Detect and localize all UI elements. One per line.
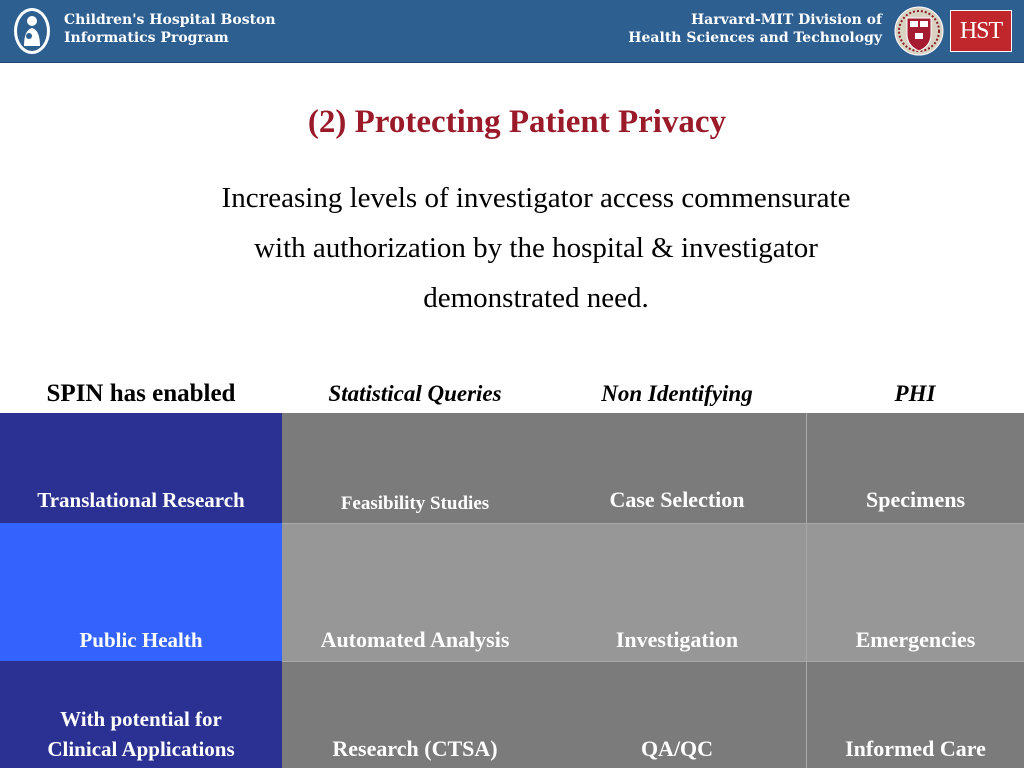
header-phi: PHI [894, 381, 936, 406]
subtitle-line1: Increasing levels of investigator access commensurate [221, 182, 851, 214]
slide-title: (2) Protecting Patient Privacy [307, 104, 727, 140]
cell-text: QA/QC [640, 736, 714, 761]
hst-logo-text: HST [959, 18, 1003, 44]
right-org-line1: Harvard-MIT Division of [690, 12, 882, 28]
right-org-line2: Health Sciences and Technology [628, 30, 882, 46]
harvard-shield-icon [893, 6, 945, 56]
cell-automated-analysis [282, 523, 548, 661]
cell-investigation [548, 523, 806, 661]
cell-text: Feasibility Studies [340, 493, 490, 514]
header-banner [0, 0, 1024, 63]
harvard-mit-org-name [628, 11, 882, 47]
cell-qa-qc [548, 661, 806, 768]
slide-subtitle [110, 173, 962, 323]
row-label-line1: With potential for [60, 707, 222, 731]
cell-text: Case Selection [609, 487, 745, 512]
header-non-identifying: Non Identifying [601, 381, 753, 406]
cell-emergencies [806, 523, 1024, 661]
cell-text: Automated Analysis [320, 627, 510, 652]
header-statistical-queries: Statistical Queries [328, 381, 502, 406]
header-spin-enabled: SPIN has enabled [46, 380, 236, 407]
access-matrix [0, 413, 1024, 768]
row-label-text: Translational Research [37, 488, 245, 512]
subtitle-line3: demonstrated need. [423, 282, 649, 314]
cell-case-selection [548, 413, 806, 523]
cell-text: Specimens [866, 487, 965, 512]
cell-text: Investigation [615, 627, 739, 652]
row-label-text [47, 704, 234, 768]
row-label-line2: Clinical Applications [47, 737, 235, 761]
hst-logo [950, 10, 1012, 52]
childrens-hospital-org-name [64, 11, 276, 47]
cell-research-ctsa [282, 661, 548, 768]
left-org-line1: Children's Hospital Boston [64, 12, 276, 28]
childrens-hospital-logo-icon [12, 6, 52, 56]
row-label-clinical-applications [0, 661, 282, 768]
cell-text: Emergencies [855, 627, 976, 652]
cell-informed-care [806, 661, 1024, 768]
cell-text: Research (CTSA) [332, 736, 498, 761]
row-label-translational-research [0, 413, 282, 523]
left-org-line2: Informatics Program [64, 30, 229, 46]
cell-specimens [806, 413, 1024, 523]
cell-feasibility-studies [282, 413, 548, 523]
subtitle-line2: with authorization by the hospital & investigator [254, 232, 818, 264]
row-label-public-health [0, 523, 282, 661]
cell-text: Informed Care [845, 736, 986, 761]
row-label-text: Public Health [79, 628, 203, 652]
